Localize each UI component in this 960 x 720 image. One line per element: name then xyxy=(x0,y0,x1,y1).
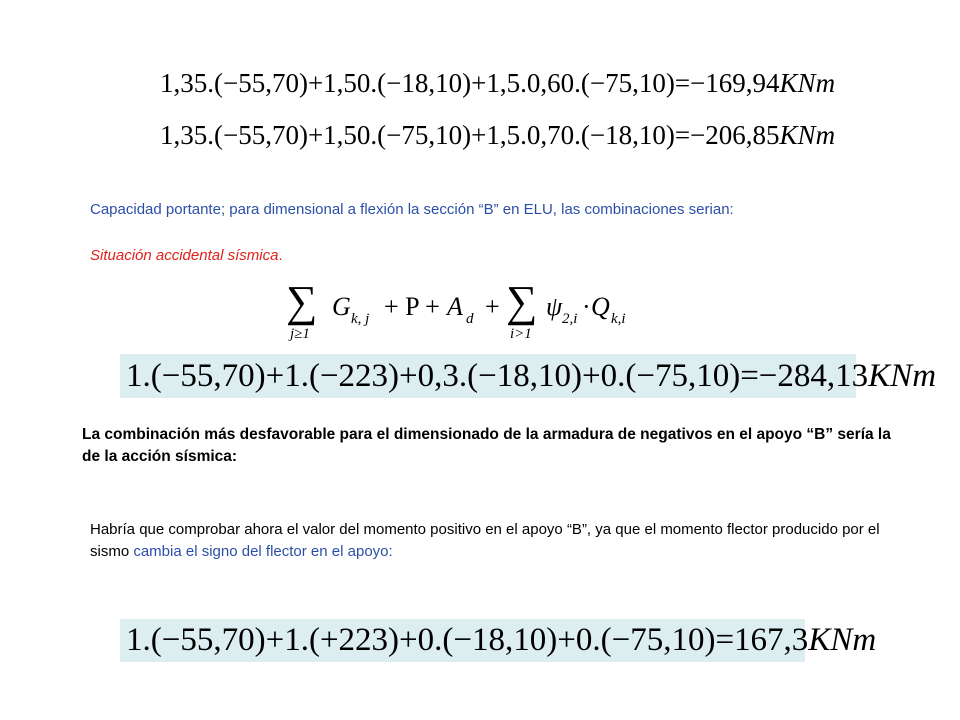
equation-1-unit: KNm xyxy=(779,68,836,98)
term-g-subscript: k, j xyxy=(351,311,370,327)
equation-2-expr: 1,35.(−55,70)+1,50.(−75,10)+1,5.0,70.(−18,10)=−206,85 xyxy=(160,120,780,150)
capacidad-portante-text: ; para dimensional a flexión la sección “B” en ELU, las combinaciones serian: xyxy=(220,201,734,218)
situacion-accidental-label: Situación accidental sísmica xyxy=(90,247,279,264)
paragraph-most-unfavorable: La combinación más desfavorable para el dimensionado de la armadura de negativos en el apoyo “B” sería la de la acción sísmica: xyxy=(82,426,891,465)
paragraph-capacidad-portante xyxy=(90,199,886,221)
term-q: Q xyxy=(591,292,610,321)
equation-2-unit: KNm xyxy=(779,120,836,150)
seismic-result-unit: KNm xyxy=(868,357,937,394)
positive-moment-result xyxy=(120,619,877,662)
positive-moment-highlight: cambia el signo del flector en el apoyo: xyxy=(133,543,393,560)
combination-formula xyxy=(280,282,640,342)
positive-moment-text: Habría que comprobar ahora el valor del momento positivo en el apoyo “B”, ya que el momento flector producido por el sismo xyxy=(90,521,880,560)
situacion-accidental-period: . xyxy=(278,247,283,264)
term-psi-subscript: 2,i xyxy=(562,311,578,327)
sum-symbol-1: ∑ xyxy=(286,282,318,326)
equation-1 xyxy=(160,70,835,97)
term-psi: ψ xyxy=(546,292,563,321)
equation-2 xyxy=(160,122,835,149)
term-a-subscript: d xyxy=(466,311,474,327)
paragraph-positive-moment xyxy=(90,519,890,563)
positive-result-expr: 1.(−55,70)+1.(+223)+0.(−18,10)+0.(−75,10)=167,3 xyxy=(126,622,809,658)
term-dot: · xyxy=(582,292,591,321)
seismic-combination-result xyxy=(120,354,937,398)
term-q-subscript: k,i xyxy=(611,311,626,327)
plus-p: + P + xyxy=(384,292,440,321)
term-g: G xyxy=(332,292,351,321)
positive-result-unit: KNm xyxy=(808,622,877,658)
sum-1-subscript: j≥1 xyxy=(290,326,310,342)
seismic-result-expr: 1.(−55,70)+1.(−223)+0,3.(−18,10)+0.(−75,10)=−284,13 xyxy=(126,357,869,394)
term-a: A xyxy=(447,292,463,321)
plus-sign: + xyxy=(485,292,500,321)
paragraph-situacion-accidental xyxy=(90,245,886,267)
sum-2-subscript: i>1 xyxy=(510,326,532,342)
capacidad-portante-label: Capacidad portante xyxy=(90,201,221,218)
sum-symbol-2: ∑ xyxy=(506,282,538,326)
equation-1-expr: 1,35.(−55,70)+1,50.(−18,10)+1,5.0,60.(−75,10)=−169,94 xyxy=(160,68,780,98)
